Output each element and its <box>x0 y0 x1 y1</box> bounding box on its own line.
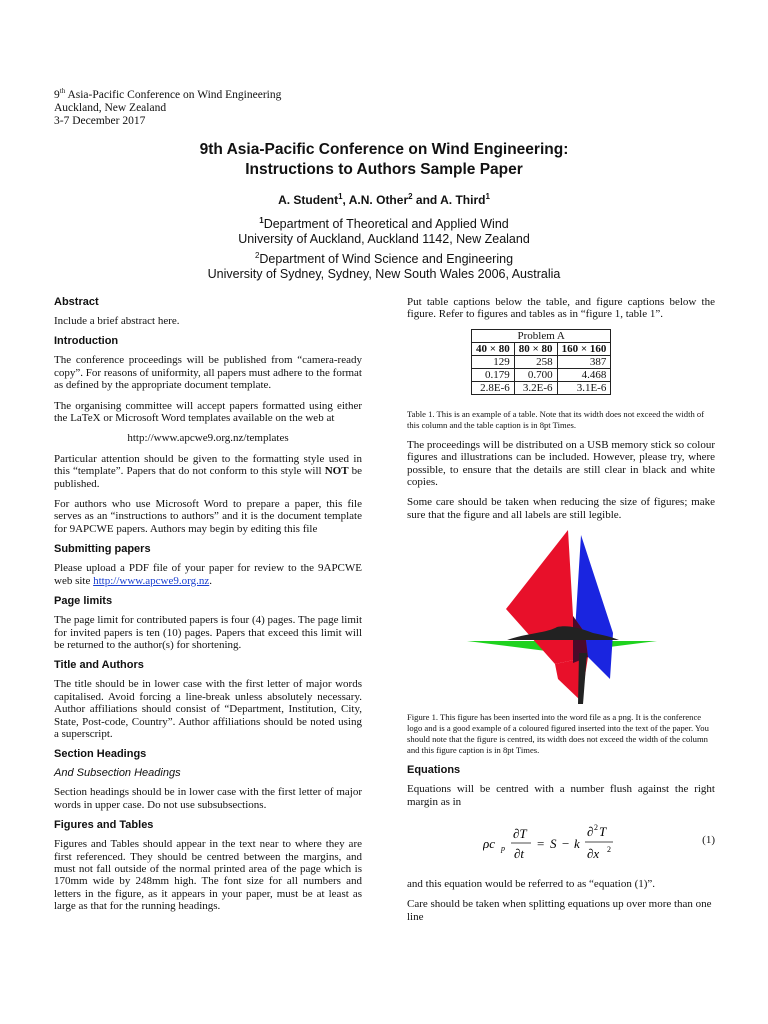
table-row <box>472 381 611 394</box>
affiliation-2 <box>0 248 768 282</box>
example-table <box>471 329 611 395</box>
svg-text:k: k <box>574 836 580 852</box>
author-3-sup: 1 <box>485 192 490 201</box>
table-row <box>472 355 611 368</box>
affiliation-2-line-1: Department of Wind Science and Engineering <box>259 252 514 267</box>
conference-line <box>54 85 281 102</box>
conference-number: 9 <box>54 88 60 101</box>
author-3: and A. Third <box>412 193 486 207</box>
introduction-paragraph-3 <box>54 453 362 490</box>
title-line-1: 9th Asia-Pacific Conference on Wind Engineering: <box>199 141 569 158</box>
title-line-2: Instructions to Authors Sample Paper <box>245 161 523 178</box>
abstract-text: Include a brief abstract here. <box>54 315 180 327</box>
table-header-cell: 40 × 80 <box>472 342 515 355</box>
equation-1 <box>407 816 715 870</box>
table-header-row <box>472 342 611 355</box>
introduction-paragraph-3-end: be published. <box>54 465 362 490</box>
table-cell: 0.700 <box>514 368 557 381</box>
affiliation-1-line-2: University of Auckland, Auckland 1142, New Zealand <box>238 232 530 247</box>
section-headings-heading: Section Headings <box>54 748 147 761</box>
conference-info <box>54 85 281 128</box>
author-1: A. Student <box>278 193 339 207</box>
equation-formula <box>483 820 623 870</box>
conference-city: Auckland, New Zealand <box>54 101 167 114</box>
affiliation-2-sup: 2 <box>254 251 260 260</box>
svg-text:∂x: ∂x <box>587 846 600 862</box>
conference-logo-figure <box>407 529 715 704</box>
mast-shadow <box>578 653 587 704</box>
title-authors-heading: Title and Authors <box>54 659 144 672</box>
splitting-equations-paragraph: Care should be taken when splitting equations up over more than one line <box>407 898 712 923</box>
svg-text:∂: ∂ <box>587 824 594 840</box>
subsection-headings-heading: And Subsection Headings <box>54 767 181 780</box>
title-authors-paragraph: The title should be in lower case with the first letter of major words capitalised. Avoid forcing a line-break unless absolutely necessary. Author affiliations should consist of “Department, Institution, City, State, Post-code, Country”. Author affiliations should be noted using a superscript. <box>54 678 362 740</box>
table-cell: 2.8E-6 <box>472 381 515 394</box>
table-cell: 387 <box>557 355 611 368</box>
introduction-paragraph-1: The conference proceedings will be published from “camera-ready copy”. For reasons of uniformity, all papers must adhere to the format as defined by the appropriate document template. <box>54 354 362 392</box>
affiliation-1-line-1: Department of Theoretical and Applied Wind <box>263 217 509 232</box>
author-list <box>0 192 768 207</box>
table-title-cell: Problem A <box>472 329 611 342</box>
table-header-cell: 160 × 160 <box>557 342 611 355</box>
figures-tables-heading: Figures and Tables <box>54 819 154 832</box>
conference-dates: 3-7 December 2017 <box>54 114 146 127</box>
table-cell: 3.2E-6 <box>514 381 557 394</box>
website-link[interactable]: http://www.apcwe9.org.nz <box>93 574 210 587</box>
submitting-period: . <box>209 574 212 587</box>
figure-caption: Figure 1. This figure has been inserted into the word file as a png. It is the conference logo and is a good example of a coloured figured inserted into the text of the paper. You should note that the figure is centred, its width does not exceed the width of the column and this figure caption is in 8pt Times. <box>407 712 709 756</box>
equation-reference-paragraph: and this equation would be referred to as “equation (1)”. <box>407 878 656 891</box>
svg-text:=: = <box>537 836 545 852</box>
introduction-paragraph-3-text: Particular attention should be given to the formatting style used in this “template”. Papers that do not conform to this style will <box>54 452 362 478</box>
table-caption: Table 1. This is an example of a table. Note that its width does not exceed the width of this column and the table caption is in 8pt Times. <box>407 408 705 430</box>
submitting-heading: Submitting papers <box>54 543 151 556</box>
table-cell: 0.179 <box>472 368 515 381</box>
section-headings-paragraph: Section headings should be in lower case with the first letter of major words in upper case. Do not use subsubsections. <box>54 786 362 811</box>
reduce-figures-paragraph: Some care should be taken when reducing the size of figures; make sure that the figure and all labels are still legible. <box>407 496 715 521</box>
svg-text:∂t: ∂t <box>514 846 525 862</box>
paper-title <box>0 140 768 180</box>
svg-text:2: 2 <box>607 845 611 855</box>
introduction-paragraph-4: For authors who use Microsoft Word to prepare a paper, this file serves as an “instructions to authors” and it is the document template for 9APCWE papers. Authors may begin by editing this file <box>54 498 362 535</box>
svg-text:ρc: ρc <box>483 836 496 852</box>
usb-paragraph: The proceedings will be distributed on a USB memory stick so colour figures and illustrations can be included. However, please try, where possible, to ensure that the details are still clear in black and white copies. <box>407 438 715 489</box>
equations-heading: Equations <box>407 764 461 777</box>
affiliation-2-line-2: University of Sydney, Sydney, New South Wales 2006, Australia <box>207 267 561 282</box>
author-2: , A.N. Other <box>342 193 409 207</box>
table-header-cell: 80 × 80 <box>514 342 557 355</box>
svg-text:∂T: ∂T <box>513 826 527 842</box>
author-2-sup: 2 <box>408 192 413 201</box>
svg-text:S: S <box>550 836 557 852</box>
templates-url: http://www.apcwe9.org.nz/templates <box>127 432 289 445</box>
not-emphasis: NOT <box>324 465 349 478</box>
captions-paragraph: Put table captions below the table, and figure captions below the figure. Refer to figures and tables as in “figure 1, table 1”. <box>407 296 715 321</box>
table-cell: 129 <box>472 355 515 368</box>
table-cell: 3.1E-6 <box>557 381 611 394</box>
equations-paragraph: Equations will be centred with a number flush against the right margin as in <box>407 783 715 808</box>
table-cell: 258 <box>514 355 557 368</box>
equation-number: (1) <box>702 834 715 847</box>
submitting-paragraph <box>54 562 362 587</box>
abstract-heading: Abstract <box>54 296 99 308</box>
table-cell: 4.468 <box>557 368 611 381</box>
affiliation-1-sup: 1 <box>259 216 264 225</box>
conference-name: Asia-Pacific Conference on Wind Engineering <box>65 88 282 101</box>
conference-sup: th <box>59 87 66 95</box>
page-limits-heading: Page limits <box>54 595 113 608</box>
svg-text:T: T <box>599 824 607 840</box>
table-row <box>472 368 611 381</box>
page-limits-paragraph: The page limit for contributed papers is four (4) pages. The page limit for invited papers is ten (10) pages. Papers that exceed this limit will be returned to the author(s) for shortening. <box>54 614 363 651</box>
left-column <box>54 296 362 921</box>
submitting-text: Please upload a PDF file of your paper for review to the 9APCWE web site <box>54 562 362 587</box>
affiliation-1 <box>0 213 768 247</box>
author-1-sup: 1 <box>338 192 343 201</box>
sail-logo-graphic <box>407 529 715 704</box>
svg-text:p: p <box>501 844 505 854</box>
table-caption-row <box>472 329 611 342</box>
introduction-paragraph-2: The organising committee will accept papers formatted using either the LaTeX or Microsoft Word templates available on the web at <box>54 399 362 425</box>
figures-tables-paragraph: Figures and Tables should appear in the text near to where they are first referenced. They should be centred between the margins, and must not fall outside of the normal printed area of the page which is 170mm wide by 248mm high. The font size for all numbers and letters in the figure, as it appears in your paper, must be at least as large as that for the running headings. <box>54 838 362 913</box>
right-column <box>407 296 715 931</box>
svg-text:2: 2 <box>594 823 598 833</box>
svg-text:−: − <box>562 836 570 852</box>
introduction-heading: Introduction <box>54 335 119 348</box>
